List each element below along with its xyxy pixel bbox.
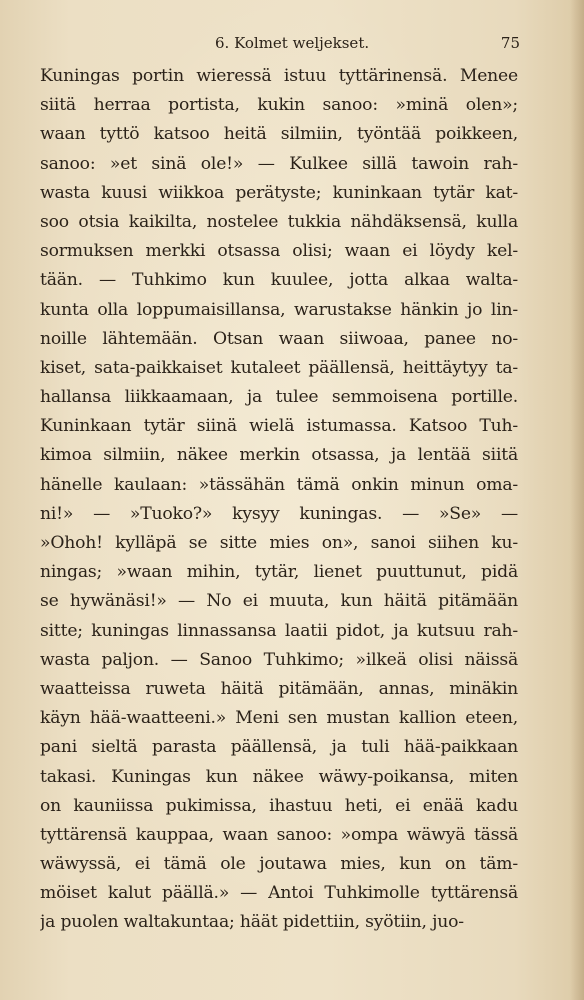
text-line: soo otsia kaikilta, nostelee tukkia nähdäksensä, kulla: [40, 211, 518, 232]
text-line: Kuningas portin wieressä istuu tyttärinensä. Menee: [40, 66, 518, 86]
running-title: 6. Kolmet weljekset.: [215, 34, 370, 52]
text-line: kunta olla loppumaisillansa, warustakse hänkin jo lin-: [40, 299, 518, 320]
text-line: ja puolen waltakuntaa; häät pidettiin, syötiin, juo-: [40, 912, 464, 933]
text-line: tään. — Tuhkimo kun kuulee, jotta alkaa walta-: [40, 270, 518, 291]
text-line: takasi. Kuningas kun näkee wäwy-poikansa, miten: [40, 766, 518, 787]
text-line: sanoo: »et sinä ole!» — Kulkee sillä tawoin rah-: [40, 153, 518, 174]
text-line: möiset kalut päällä.» — Antoi Tuhkimolle tyttärensä: [40, 883, 518, 904]
text-line: sormuksen merkki otsassa olisi; waan ei löydy kel-: [40, 241, 518, 262]
text-line: waan tyttö katsoo heitä silmiin, työntää poikkeen,: [40, 124, 518, 145]
text-line: wasta kuusi wiikkoa perätyste; kuninkaan tytär kat-: [40, 182, 518, 203]
text-line: käyn hää-waatteeni.» Meni sen mustan kallion eteen,: [40, 708, 518, 729]
text-line: ningas; »waan mihin, tytär, lienet puuttunut, pidä: [40, 562, 518, 583]
text-line: wäwyssä, ei tämä ole joutawa mies, kun on täm-: [40, 854, 518, 875]
text-line: noille lähtemään. Otsan waan siiwoaa, panee no-: [40, 328, 518, 349]
body-text: [40, 62, 518, 938]
text-line: on kauniissa pukimissa, ihastuu heti, ei enää kadu: [40, 795, 518, 816]
text-line: hänelle kaulaan: »tässähän tämä onkin minun oma-: [40, 474, 518, 495]
text-line: hallansa liikkaamaan, ja tulee semmoisena portille.: [40, 387, 518, 408]
text-line: wasta paljon. — Sanoo Tuhkimo; »ilkeä olisi näissä: [40, 649, 518, 670]
text-line: »Ohoh! kylläpä se sitte mies on», sanoi siihen ku-: [40, 533, 518, 553]
text-line: pani sieltä parasta päällensä, ja tuli hää-paikkaan: [40, 737, 518, 758]
text-line: ni!» — »Tuoko?» kysyy kuningas. — »Se» —: [40, 503, 518, 524]
text-line: tyttärensä kauppaa, waan sanoo: »ompa wäwyä tässä: [40, 824, 518, 845]
running-head: [40, 30, 520, 56]
text-line: sitte; kuningas linnassansa laatii pidot, ja kutsuu rah-: [40, 620, 518, 641]
page-number: 75: [500, 34, 520, 52]
text-line: Kuninkaan tytär siinä wielä istumassa. Katsoo Tuh-: [40, 416, 518, 437]
text-line: siitä herraa portista, kukin sanoo: »minä olen»;: [40, 95, 518, 116]
text-line: kiset, sata-paikkaiset kutaleet päällensä, heittäytyy ta-: [40, 357, 518, 378]
text-line: kimoa silmiin, näkee merkin otsassa, ja lentää siitä: [40, 445, 518, 466]
text-line: se hywänäsi!» — No ei muuta, kun häitä pitämään: [40, 591, 518, 612]
text-line: waatteissa ruweta häitä pitämään, annas, minäkin: [40, 678, 518, 699]
